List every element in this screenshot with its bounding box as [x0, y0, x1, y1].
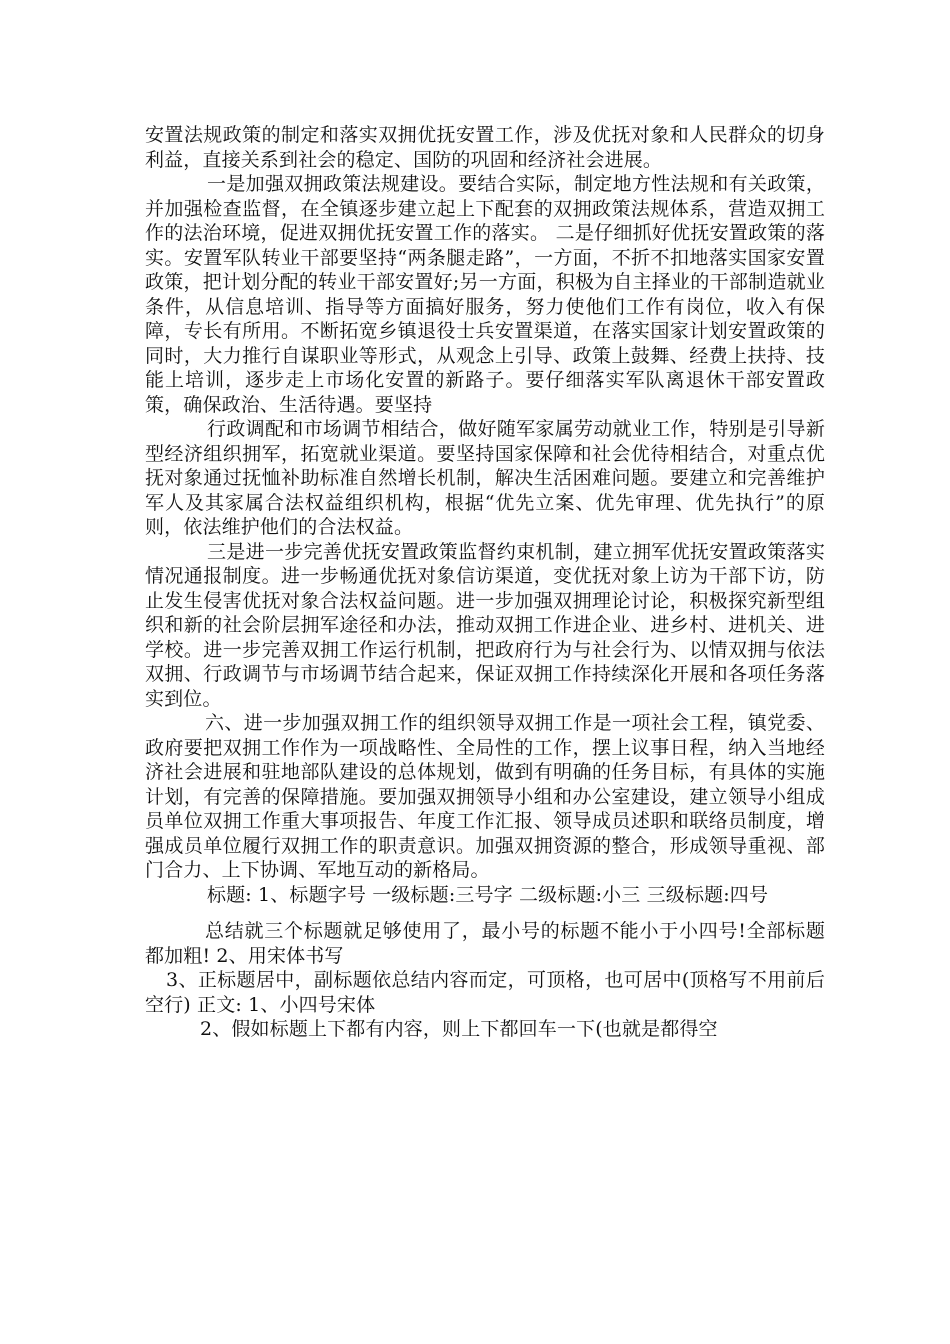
paragraph-title-summary: 总结就三个标题就足够使用了，最小号的标题不能小于小四号!全部标题都加粗! 2、用宋体书写 — [145, 920, 825, 967]
paragraph-title-alignment: 3、正标题居中，副标题依总结内容而定，可顶格，也可居中(顶格写不用前后空行) 正文: 1、小四号宋体 — [145, 969, 825, 1016]
paragraph-supervision-mechanism: 三是进一步完善优抚安置政策监督约束机制，建立拥军优抚安置政策落实情况通报制度。进一步畅通优抚对象信访渠道，变优抚对象上访为干部下访，防止发生侵害优抚对象合法权益问题。进一步加强双拥理论讨论，积极探究新型组织和新的社会阶层拥军途径和办法，推动双拥工作进企业、进乡村、进机关、进学校。进一步完善双拥工作运行机制，把政府行为与社会行为、以情双拥与依法双拥、行政调节与市场调节结合起来，保证双拥工作持续深化开展和各项任务落实到位。 — [145, 540, 825, 710]
paragraph-organizational-leadership: 六、进一步加强双拥工作的组织领导双拥工作是一项社会工程，镇党委、政府要把双拥工作作为一项战略性、全局性的工作，摆上议事日程，纳入当地经济社会进展和驻地部队建设的总体规划，做到有明确的任务目标，有具体的实施计划，有完善的保障措施。要加强双拥领导小组和办公室建设，建立领导小组成员单位双拥工作重大事项报告、年度工作汇报、领导成员述职和联络员制度，增强成员单位履行双拥工作的职责意识。加强双拥资源的整合，形成领导重视、部门合力、上下协调、军地互动的新格局。 — [145, 712, 825, 881]
paragraph-title-spacing: 2、假如标题上下都有内容，则上下都回车一下(也就是都得空 — [200, 1018, 718, 1040]
paragraph-title-font-sizes: 标题: 1、标题字号 一级标题:三号字 二级标题:小三 三级标题:四号 — [207, 883, 769, 906]
paragraph-policy-construction: 一是加强双拥政策法规建设。要结合实际，制定地方性法规和有关政策，并加强检查监督，在全镇逐步建立起上下配套的双拥政策法规体系，营造双拥工作的法治环境，促进双拥优抚安置工作的落实。 二是仔细抓好优抚安置政策的落实。安置军队转业干部要坚持“两条腿走路”，一方面，不折不扣地落实国家安置政策，把计划分配的转业干部安置好;另一方面，积极为自主择业的干部制造就业条件，从信息培训、指导等方面搞好服务，努力使他们工作有岗位，收入有保障，专长有所用。不断拓宽乡镇退役士兵安置渠道，在落实国家计划安置政策的同时，大力推行自谋职业等形式，从观念上引导、政策上鼓舞、经费上扶持、技能上培训，逐步走上市场化安置的新路子。要仔细落实军队离退休干部安置政策，确保政治、生活待遇。要坚持 — [145, 173, 825, 416]
document-page — [145, 123, 825, 1042]
paragraph-intro: 安置法规政策的制定和落实双拥优抚安置工作，涉及优抚对象和人民群众的切身利益，直接关系到社会的稳定、国防的巩固和经济社会进展。 — [145, 124, 825, 171]
paragraph-administrative-allocation: 行政调配和市场调节相结合，做好随军家属劳动就业工作，特别是引导新型经济组织拥军，拓宽就业渠道。要坚持国家保障和社会优待相结合，对重点优抚对象通过抚恤补助标准自然增长机制，解决生活困难问题。要建立和完善维护军人及其家属合法权益组织机构，根据“优先立案、优先审理、优先执行”的原则，依法维护他们的合法权益。 — [145, 418, 825, 538]
